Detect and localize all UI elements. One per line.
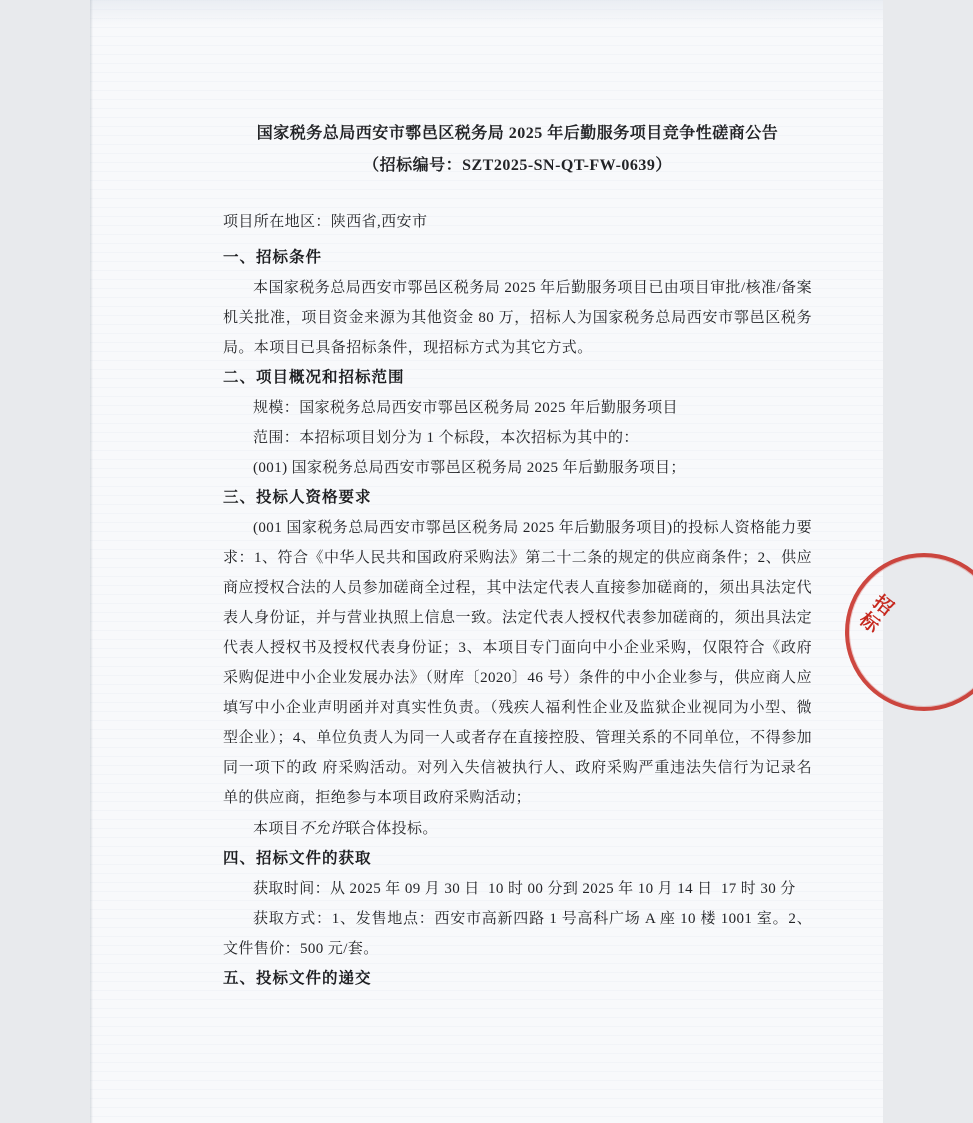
section — [223, 363, 812, 483]
section-heading: 四、招标文件的获取 — [223, 850, 372, 867]
paragraph — [223, 874, 812, 904]
section — [223, 483, 812, 844]
paragraph — [223, 273, 812, 363]
project-location: 项目所在地区：陕西省,西安市 — [223, 214, 428, 230]
text-segment: (001) 国家税务总局西安市鄠邑区税务局 2025 年后勤服务项目； — [253, 460, 686, 476]
document-content — [223, 118, 812, 994]
section — [223, 243, 812, 363]
text-segment: 联合体投标。 — [345, 821, 438, 837]
tender-number: （招标编号：SZT2025-SN-QT-FW-0639） — [363, 157, 672, 174]
title-block — [223, 118, 812, 182]
red-seal-stamp — [845, 553, 973, 711]
paragraph — [223, 513, 812, 813]
text-segment: 范围：本招标项目划分为 1 个标段，本次招标为其中的： — [253, 430, 639, 446]
section — [223, 964, 812, 994]
text-segment: 规模：国家税务总局西安市鄠邑区税务局 2025 年后勤服务项目 — [253, 400, 678, 416]
section-heading: 一、招标条件 — [223, 249, 323, 266]
scan-edge-shadow — [90, 0, 93, 1123]
text-segment: 获取时间：从 2025 年 09 月 30 日 10 时 00 分到 2025 年 10 月 14 日 17 时 30 分 — [253, 881, 796, 897]
text-segment: (001 国家税务总局西安市鄠邑区税务局 2025 年后勤服务项目)的投标人资格能力要求：1、符合《中华人民共和国政府采购法》第二十二条的规定的供应商条件；2、供应商应授权合法的人员参加磋商全过程，其中法定代表人直接参加磋商的，须出具法定代表人身份证，并与营业执照上信息一致。法定代表人授权代表参加磋商的，须出具法定代表人授权书及授权代表身份证；3、本项目专门面向中小企业采购，仅限符合《政府采购促进中小企业发展办法》（财库〔2020〕46 号）条件的中小企业参与，供应商人应填写中小企业声明函并对真实性负责。（残疾人福利性企业及监狱企业视同为小型、微型企业）；4、单位负责人为同一人或者存在直接控股、管理关系的不同单位，不得参加同一项下的政 府采购活动。对列入失信被执行人、政府采购严重违法失信行为记录名单的供应商，拒绝参与本项目政府采购活动； — [223, 520, 812, 806]
document-sections — [223, 243, 812, 994]
paragraph — [223, 813, 812, 844]
document-title: 国家税务总局西安市鄠邑区税务局 2025 年后勤服务项目竞争性磋商公告 — [256, 125, 779, 142]
paragraph — [223, 423, 812, 453]
section-heading: 三、投标人资格要求 — [223, 489, 372, 506]
section-heading: 二、项目概况和招标范围 — [223, 369, 405, 386]
text-segment: 获取方式：1、发售地点：西安市高新四路 1 号高科广场 A 座 10 楼 1001 室。2、文件售价：500 元/套。 — [223, 911, 812, 957]
text-segment: 本国家税务总局西安市鄠邑区税务局 2025 年后勤服务项目已由项目审批/核准/备案机关批准，项目资金来源为其他资金 80 万，招标人为国家税务总局西安市鄠邑区税务局。本项目已具备招标条件，现招标方式为其它方式。 — [223, 280, 812, 356]
section — [223, 844, 812, 964]
text-segment: 本项目 — [253, 821, 300, 837]
seal-text: 招标 — [852, 589, 897, 637]
scanned-document-page — [90, 0, 897, 1123]
paragraph — [223, 904, 812, 964]
emphasized-text: 不允许 — [299, 819, 346, 837]
paragraph — [223, 453, 812, 483]
section-heading: 五、投标文件的递交 — [223, 970, 372, 987]
paragraph — [223, 393, 812, 423]
